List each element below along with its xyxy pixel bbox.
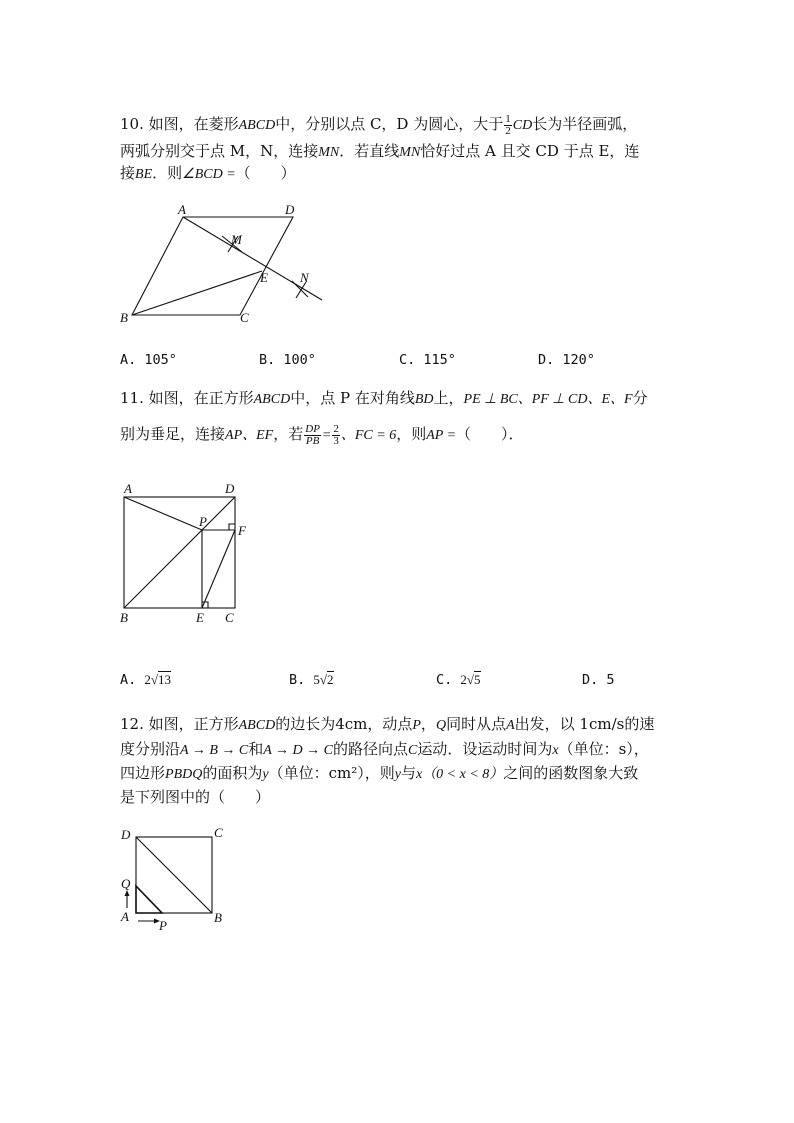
q11-line-1: 11. 如图，在正方形ABCD中，点 P 在对角线BD上，PE ⊥ BC、PF ⊥ CD、E、F分 bbox=[120, 389, 648, 407]
segment-ef bbox=[202, 530, 235, 608]
label-b: B bbox=[120, 310, 128, 325]
label-e: E bbox=[196, 610, 204, 625]
label-a: A bbox=[124, 481, 132, 496]
sqrt-icon: √ bbox=[319, 672, 328, 687]
q10-line-2: 两弧分别交于点 M，N，连接MN．若直线MN恰好过点 A 且交 CD 于点 E，连 bbox=[120, 142, 640, 160]
q10-line-3: 接BE．则∠BCD =（ ） bbox=[120, 164, 296, 182]
label-p: P bbox=[159, 918, 167, 933]
q11-option-c[interactable]: C. 2√5 bbox=[436, 672, 481, 688]
right-angle-f bbox=[229, 524, 235, 530]
q10-rhombus-figure bbox=[110, 200, 340, 330]
q11-square-figure bbox=[112, 478, 262, 628]
q10-text: 中，分别以点 C，D 为圆心，大于 bbox=[275, 115, 504, 133]
label-n: N bbox=[300, 270, 309, 285]
q11-line-2: 别为垂足，连接AP、EF，若 $\frac{DP}{PB}$ = $\frac{2}{3}$ 、FC = 6，则AP =（ ）． bbox=[120, 422, 524, 447]
q10-text: 10. 如图，在菱形 bbox=[120, 115, 239, 133]
q10-option-b[interactable]: B. 100° bbox=[259, 352, 316, 368]
q11-option-b[interactable]: B. 5√2 bbox=[289, 672, 334, 688]
triangle-aqp bbox=[136, 886, 162, 913]
segment-ap bbox=[124, 497, 202, 530]
line-mn bbox=[183, 217, 322, 300]
sqrt-icon: √ bbox=[150, 672, 159, 687]
label-d: D bbox=[225, 481, 235, 496]
label-p: P bbox=[199, 514, 207, 529]
label-c: C bbox=[214, 825, 223, 840]
q12-line-1: 12. 如图，正方形ABCD的边长为4cm，动点P，Q同时从点A出发，以 1cm/s的速 bbox=[120, 715, 655, 733]
label-q: Q bbox=[121, 876, 131, 891]
label-m: M bbox=[231, 232, 242, 247]
q10-option-d[interactable]: D. 120° bbox=[538, 352, 595, 368]
label-c: C bbox=[240, 310, 249, 325]
diagonal-bd bbox=[124, 497, 235, 608]
q11-fraction-dp-pb: $\frac{DP}{PB}$ bbox=[305, 422, 320, 447]
label-e: E bbox=[260, 270, 268, 285]
q10-option-a[interactable]: A. 105° bbox=[120, 352, 177, 368]
q10-math: CD bbox=[512, 118, 533, 133]
q10-math: ABCD bbox=[238, 118, 276, 133]
label-d: D bbox=[285, 202, 295, 217]
q10-text: 长为半径画弧， bbox=[532, 115, 638, 133]
label-b: B bbox=[120, 610, 128, 625]
diagonal-db bbox=[136, 837, 212, 913]
q11-option-d[interactable]: D. 5 bbox=[582, 672, 615, 688]
q11-option-a[interactable]: A. 2√13 bbox=[120, 672, 172, 688]
label-c: C bbox=[225, 610, 234, 625]
q10-line-1 bbox=[120, 113, 637, 137]
label-a: A bbox=[178, 202, 186, 217]
rhombus bbox=[132, 217, 293, 315]
q12-line-4: 是下列图中的（ ） bbox=[120, 788, 271, 806]
q12-square-figure bbox=[112, 822, 242, 934]
sqrt-icon: √ bbox=[466, 672, 475, 687]
q12-line-3: 四边形PBDQ的面积为y（单位：cm²），则y与x（0 < x < 8）之间的函数图象大致 bbox=[120, 764, 639, 782]
label-b: B bbox=[214, 910, 222, 925]
label-a: A bbox=[121, 909, 129, 924]
label-f: F bbox=[238, 523, 246, 538]
q10-option-c[interactable]: C. 115° bbox=[399, 352, 456, 368]
q12-line-2: 度分别沿A → B → C和A → D → C的路径向点C运动．设运动时间为x（单位：s）， bbox=[120, 740, 649, 758]
q10-fraction: $\frac{1}{2}$ bbox=[505, 112, 511, 137]
label-d: D bbox=[121, 827, 131, 842]
q11-fraction-2-3: $\frac{2}{3}$ bbox=[333, 422, 339, 447]
